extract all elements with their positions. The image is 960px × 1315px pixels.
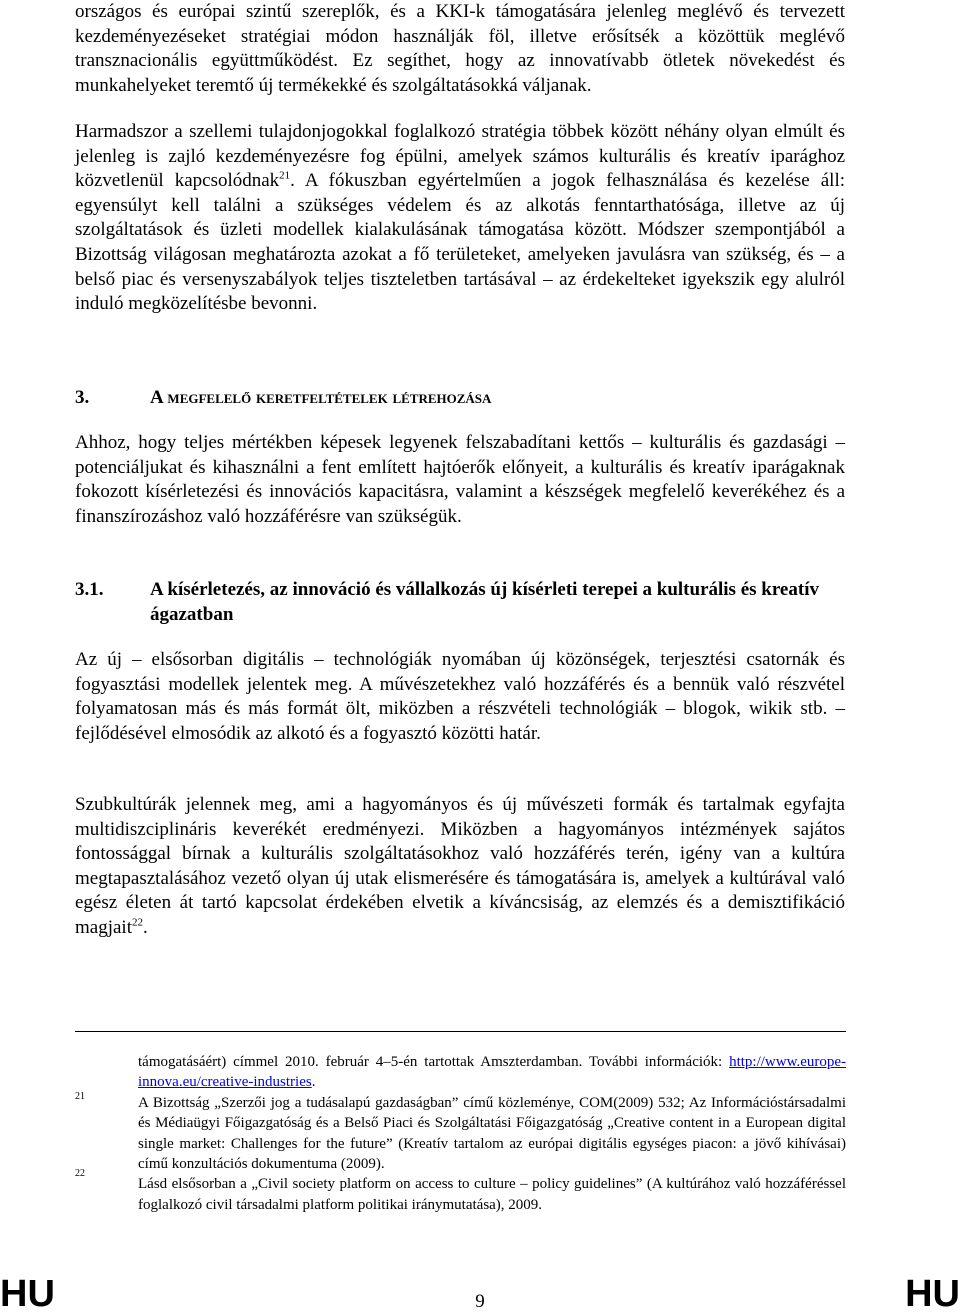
paragraph-intellectual-property: Harmadszor a szellemi tulajdonjogokkal foglalkozó stratégia többek között néhány olyan elmúlt és jelenleg is zajló kezdeményezésre fog épülni, amelyek számos kulturális és kreatív iparághoz közvetlenül kapcsolódnak$^{21}$. A fókuszban egyértelműen a jogok felhasználása és kezelése áll: egyensúlyt kell találni a szükséges védelem és az alkotás fenntarthatósága, illetve az új szolgáltatások és üzleti modellek kialakulásának támogatása között. Módszer szempontjából a Bizottság világosan meghatározta azokat a fő területeket, amelyeken javulásra van szükség, és – a belső piac és versenyszabályok teljes tiszteletben tartásával – az érdekelteket igyekszik egy alulról induló megközelítésbe bevonni. [75, 121, 845, 315]
footnote-text: A Bizottság „Szerzői jog a tudásalapú gazdaságban” című közleménye, COM(2009) 532; Az Információstársadalmi és Médiaügyi Főigazgatóság és a Belső Piaci és Szolgáltatási Főigazgatóság „Creative content in a European digital single market: Challenges for the future” (Kreatív tartalom az európai digitális egységes piacon: a jövő kihívásai) című konzultációs dokumentuma (2009). [138, 1094, 846, 1173]
paragraph-subcultures: Szubkultúrák jelennek meg, ami a hagyományos és új művészeti formák és tartalmak egyfajta multidiszciplináris keverékét eredményezi. Miközben a hagyományos intézmények sajátos fontossággal bírnak a kulturális szolgáltatásokhoz való hozzáférés terén, igény van a kultúra megtapasztalásához vezető olyan új utak elismerésére és támogatására is, amelyek a kultúrával való egész életen át tartó kapcsolat érdekében elvetik a kíváncsiság, az elemzés és a demisztifikáció magjait$^{22}$. [75, 794, 845, 938]
section-title: A megfelelő keretfeltételek létrehozása [150, 387, 492, 408]
footer-language-left: HU [0, 1273, 55, 1315]
paragraph-digital-technologies: Az új – elsősorban digitális – technológiák nyomában új közönségek, terjesztési csatornák és fogyasztási modellek jelentek meg. A művészetekhez való hozzáférés és a bennük való részvétel folyamatosan más és más formát ölt, miközben a részvételi technológiák – blogok, wikik stb. – fejlődésével elmosódik az alkotó és a fogyasztó közötti határ. [75, 649, 845, 744]
footnote-22 [75, 1168, 846, 1215]
section-number: 3. [75, 387, 90, 408]
footer-language-right: HU [905, 1273, 960, 1315]
section-heading-3-1 [75, 578, 850, 627]
footnote-text: Lásd elsősorban a „Civil society platform on access to culture – policy guidelines” (A kultúrához való hozzáféréssel foglalkozó civil társadalmi platform politikai iránymutatása), 2009. [138, 1176, 846, 1213]
footnote-link[interactable]: http://www.europe-innova.eu/creative-industries [138, 1054, 846, 1091]
footnote-continuation: támogatásáért) címmel 2010. február 4–5-én tartottak Amszterdamban. További információk: http://www.europe-innova.eu/creative-industries. [138, 1054, 846, 1091]
footnote-21 [75, 1090, 846, 1175]
footnote-ref-21[interactable]: 21 [279, 169, 291, 182]
footnote-separator [75, 1031, 846, 1032]
subsection-title: A kísérletezés, az innováció és vállalkozás új kísérleti terepei a kulturális és kreatív ágazatban [150, 579, 819, 625]
page-number: 9 [475, 1291, 485, 1312]
footnote-mark: 22 [75, 1168, 85, 1180]
footnotes [75, 1052, 846, 1215]
footnote-mark: 21 [75, 1090, 85, 1102]
paragraph-framework-conditions: Ahhoz, hogy teljes mértékben képesek legyenek felszabadítani kettős – kulturális és gazdasági – potenciáljukat és kihasználni a fent említett hajtóerők előnyeit, a kulturális és kreatív iparágaknak fokozott kísérletezési és innovációs kapacitásra, valamint a készségek megfelelő keverékéhez és a finanszírozáshoz való hozzáférésre van szükségük. [75, 432, 845, 527]
paragraph-intro-continuation: országos és európai szintű szereplők, és a KKI-k támogatására jelenleg meglévő és tervezett kezdeményezéseket stratégiai módon használják föl, illetve erősítsék a közöttük meglévő transznacionális együttműködést. Ez segíthet, hogy az innovatívabb ötletek növekedést és munkahelyeket teremtő új termékekké és szolgáltatásokká váljanak. [75, 1, 845, 96]
subsection-number: 3.1. [75, 579, 104, 600]
section-heading-3 [75, 386, 850, 411]
footnote-ref-22[interactable]: 22 [131, 916, 143, 929]
